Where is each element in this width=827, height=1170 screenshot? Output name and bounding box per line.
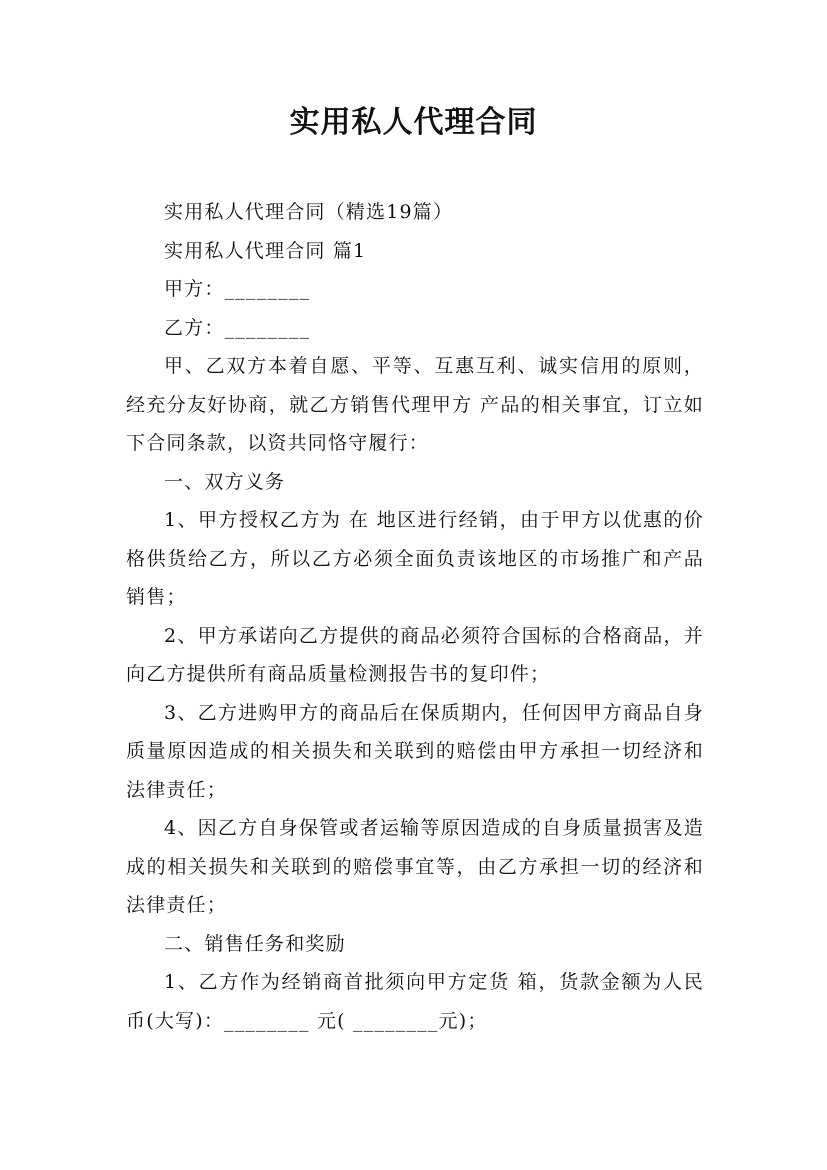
document-title: 实用私人代理合同 bbox=[289, 105, 538, 140]
paragraph-clause: 3、乙方进购甲方的商品后在保质期内，任何因甲方商品自身质量原因造成的相关损失和关联到的赔偿由甲方承担一切经济和法律责任； bbox=[126, 701, 704, 801]
paragraph-clause: 2、甲方承诺向乙方提供的商品必须符合国标的合格商品，并向乙方提供所有商品质量检测报告书的复印件； bbox=[126, 624, 704, 685]
paragraph-subtitle: 实用私人代理合同（精选19篇） bbox=[164, 201, 454, 223]
paragraph-clause: 1、乙方作为经销商首批须向甲方定货 箱，货款金额为人民币(大写)：________ 元( ________元)； bbox=[126, 971, 704, 1032]
document-body bbox=[126, 193, 704, 1040]
paragraph-party-b: 乙方：________ bbox=[164, 316, 311, 339]
paragraph-section-heading: 实用私人代理合同 篇1 bbox=[164, 239, 367, 262]
paragraph-clause: 4、因乙方自身保管或者运输等原因造成的自身质量损害及造成的相关损失和关联到的赔偿事宜等，由乙方承担一切的经济和法律责任； bbox=[126, 817, 704, 916]
paragraph-party-a: 甲方：________ bbox=[164, 278, 311, 300]
paragraph-heading-sales: 二、销售任务和奖励 bbox=[164, 932, 346, 955]
paragraph-clause: 1、甲方授权乙方为 在 地区进行经销，由于甲方以优惠的价格供货给乙方，所以乙方必须全面负责该地区的市场推广和产品销售； bbox=[126, 509, 704, 608]
paragraph-heading-obligations: 一、双方义务 bbox=[164, 470, 286, 493]
paragraph-preamble: 甲、乙双方本着自愿、平等、互惠互利、诚实信用的原则，经充分友好协商，就乙方销售代理甲方 产品的相关事宜，订立如下合同条款，以资共同恪守履行： bbox=[126, 355, 704, 454]
